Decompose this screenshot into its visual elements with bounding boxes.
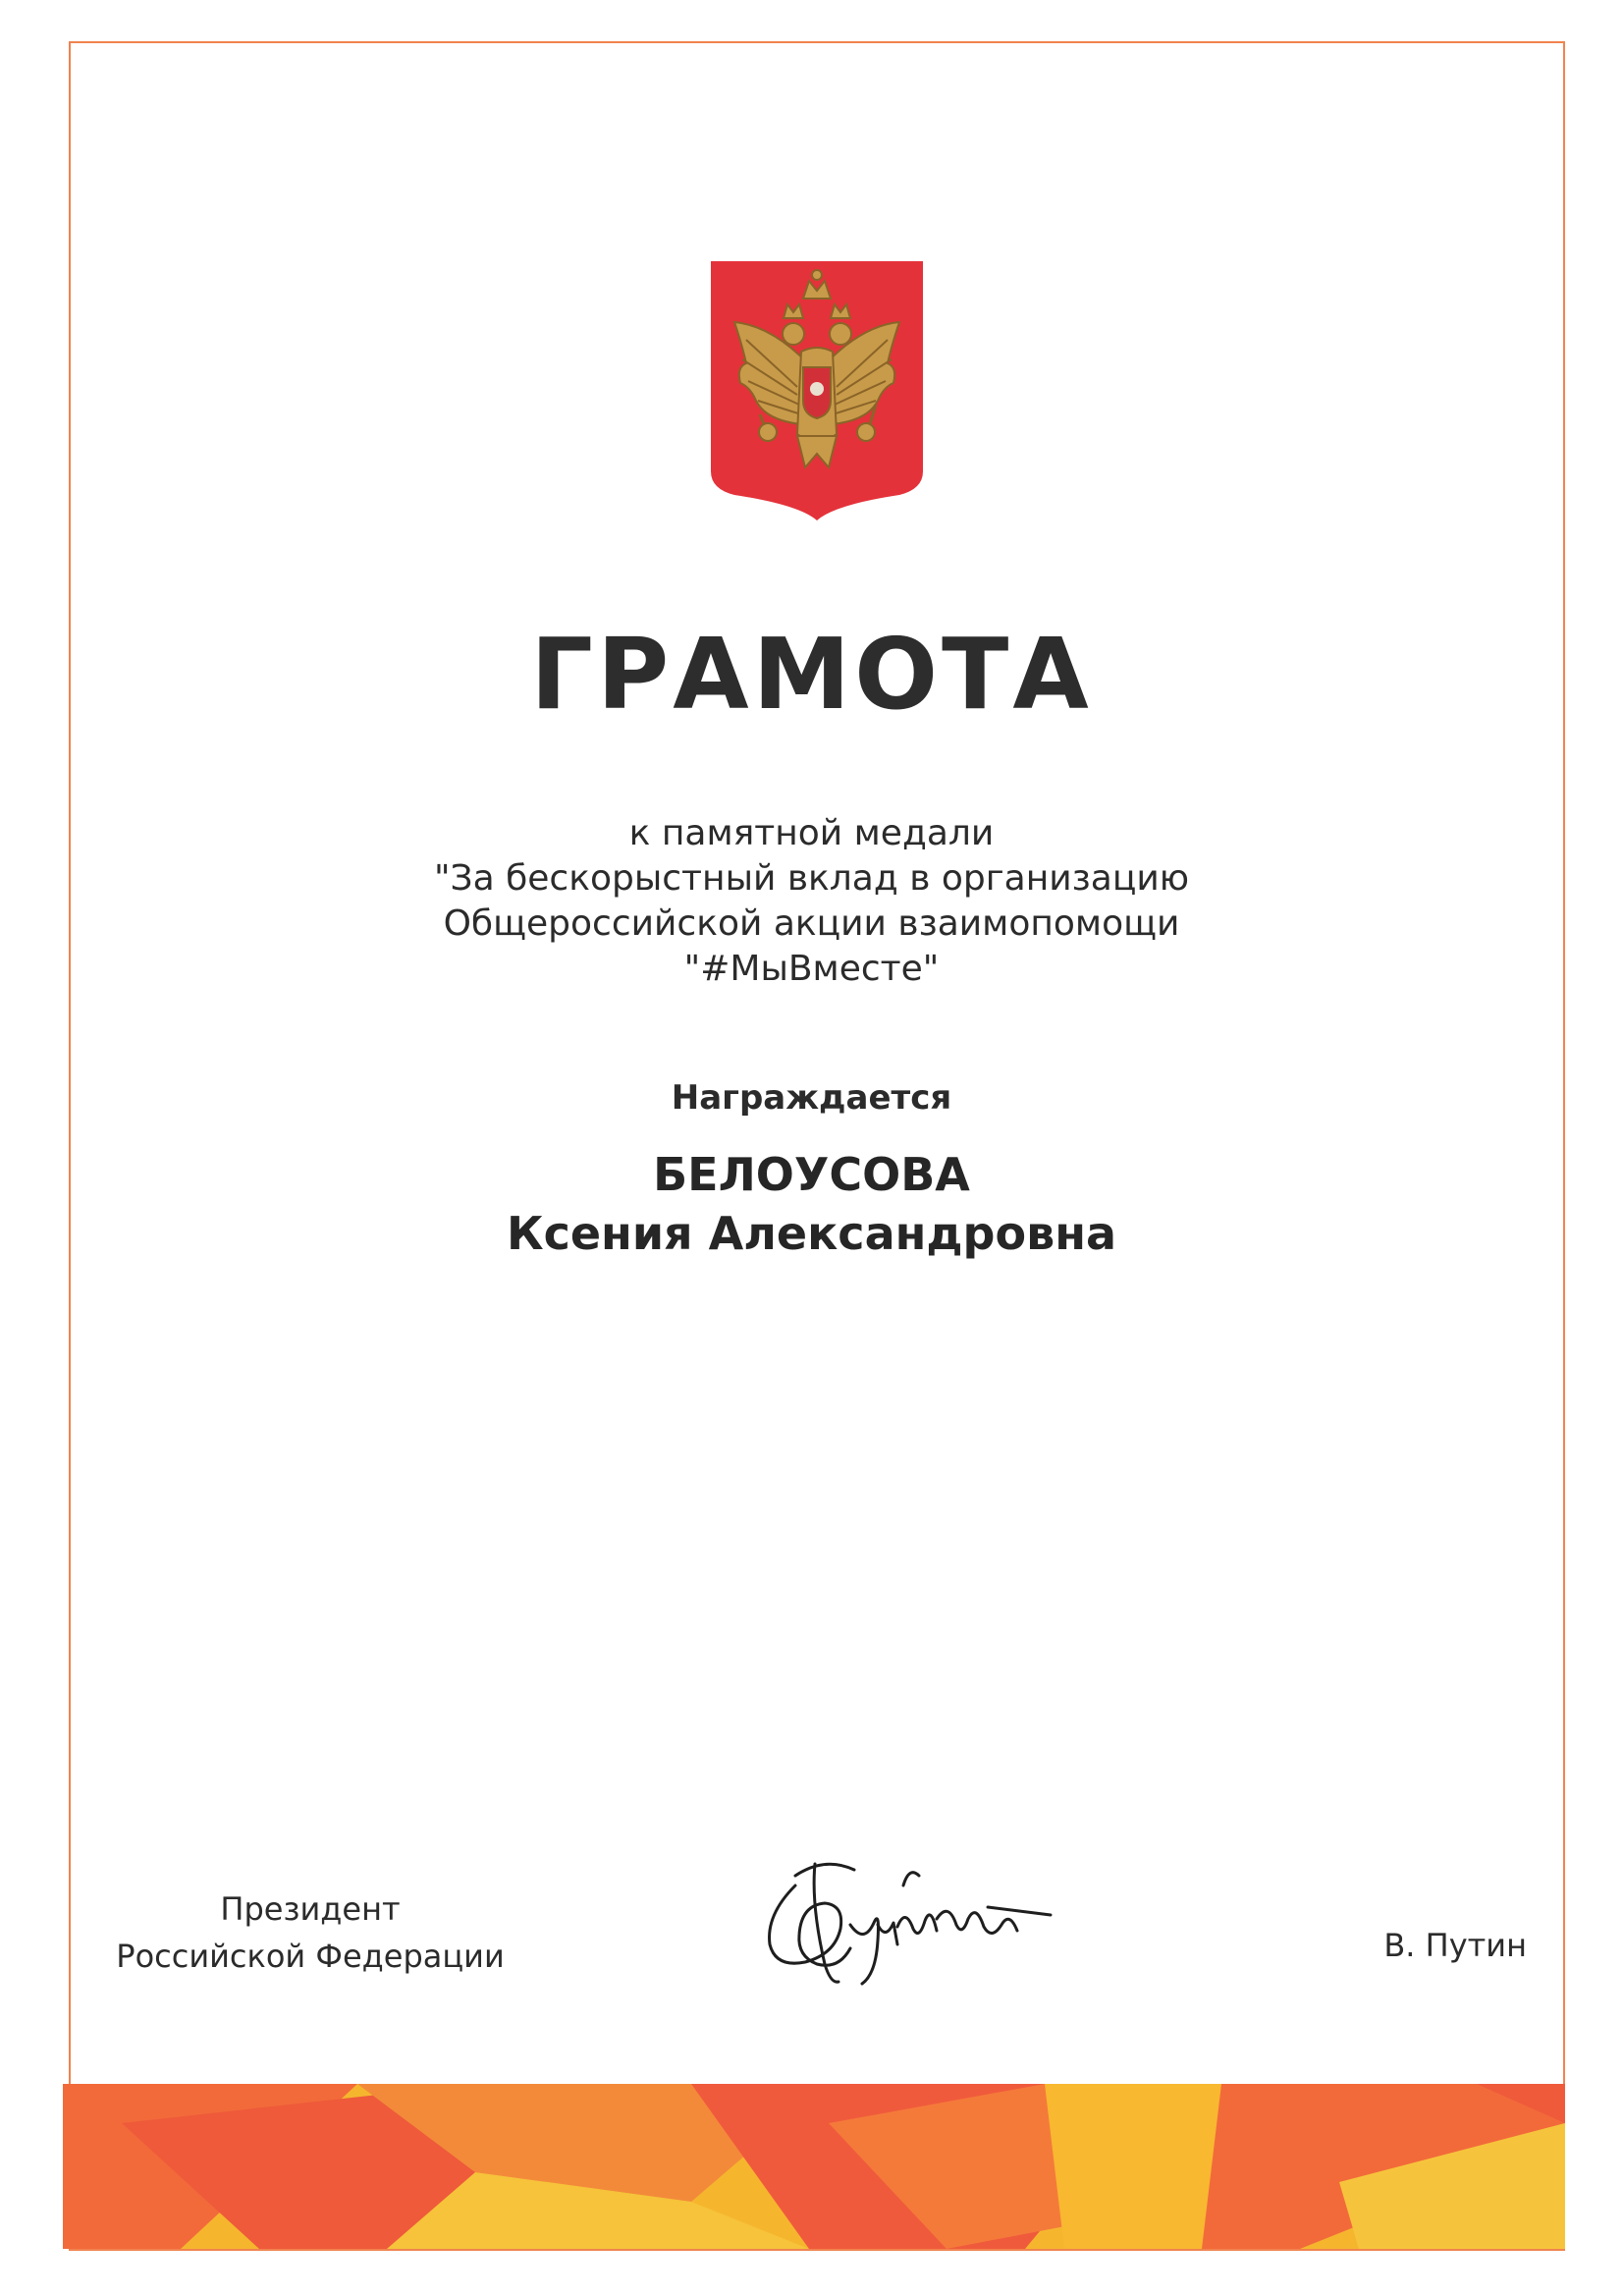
document-title: ГРАМОТА — [530, 617, 1093, 732]
recipient-surname: БЕЛОУСОВА — [653, 1148, 970, 1201]
recipient-given-names: Ксения Александровна — [506, 1207, 1117, 1260]
signer-position — [94, 1886, 526, 1980]
medal-description-line: "За бескорыстный вклад в организацию — [433, 858, 1190, 899]
recipient-name — [0, 1145, 1623, 1263]
medal-description — [0, 811, 1623, 992]
coat-of-arms-icon — [707, 257, 927, 522]
decorative-band — [63, 2084, 1565, 2249]
signer-name: В. Путин — [1383, 1927, 1527, 1964]
awarded-label: Награждается — [671, 1078, 952, 1118]
signer-position-line: Президент — [220, 1890, 401, 1928]
signature-icon — [756, 1846, 1090, 1994]
medal-description-line: к памятной медали — [628, 813, 995, 853]
medal-description-line: Общероссийской акции взаимопомощи — [443, 903, 1180, 944]
medal-description-line: "#МыВместе" — [683, 949, 940, 989]
signer-position-line: Российской Федерации — [116, 1938, 505, 1975]
